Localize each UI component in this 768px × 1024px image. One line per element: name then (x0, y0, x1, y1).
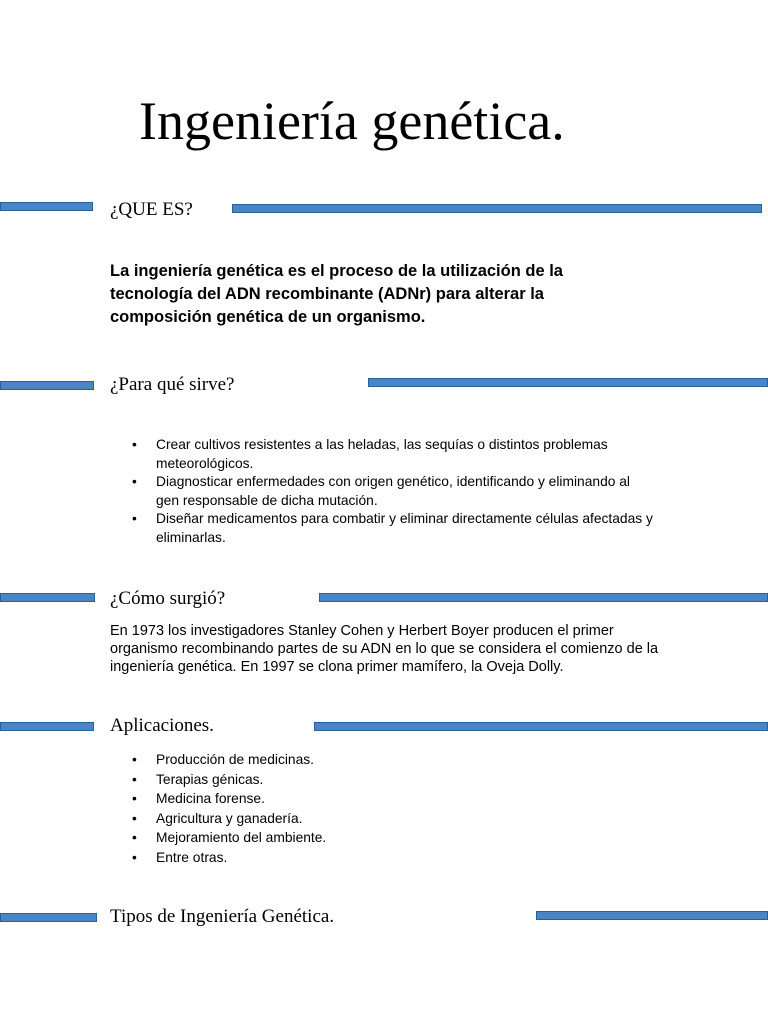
section-bar-left (0, 202, 93, 211)
list-item: • Agricultura y ganadería. (156, 809, 556, 829)
list-item: • Diagnosticar enfermedades con origen genético, identificando y eliminando al gen responsable de dicha mutación. (156, 473, 656, 510)
section-bar-left (0, 913, 97, 922)
section-bar-right (232, 204, 762, 213)
section-bar-left (0, 722, 94, 731)
history-paragraph: En 1973 los investigadores Stanley Cohen y Herbert Boyer producen el primer organismo recombinando partes de su ADN en lo que se considera el comienzo de la ingeniería genética. En 1997 se clona primer mamífero, la Oveja Dolly. (110, 623, 659, 675)
list-item: • Diseñar medicamentos para combatir y eliminar directamente células afectadas y eliminarlas. (156, 510, 656, 547)
section-heading-tipos: Tipos de Ingeniería Genética. (110, 906, 335, 927)
page-title: Ingeniería genética. (139, 91, 565, 151)
list-item: • Terapias génicas. (156, 770, 556, 790)
section-bar-right (314, 722, 768, 731)
applications-list (110, 750, 556, 867)
uses-list (110, 436, 656, 547)
section-heading-para-que-sirve: ¿Para qué sirve? (110, 374, 235, 395)
section-heading-como-surgio: ¿Cómo surgió? (110, 588, 226, 609)
list-item: • Producción de medicinas. (156, 750, 556, 770)
section-heading-aplicaciones: Aplicaciones. (110, 715, 214, 736)
list-item: • Mejoramiento del ambiente. (156, 828, 556, 848)
list-item: • Medicina forense. (156, 789, 556, 809)
section-bar-right (536, 911, 768, 920)
list-item: • Entre otras. (156, 848, 556, 868)
list-item: • Crear cultivos resistentes a las heladas, las sequías o distintos problemas meteorológicos. (156, 436, 656, 473)
section-bar-right (368, 378, 768, 387)
section-bar-left (0, 381, 94, 390)
definition-paragraph: La ingeniería genética es el proceso de la utilización de la tecnología del ADN recombinante (ADNr) para alterar la composición genética de un organismo. (110, 262, 563, 326)
section-bar-right (319, 593, 768, 602)
section-bar-left (0, 593, 95, 602)
section-heading-que-es: ¿QUE ES? (110, 199, 193, 220)
